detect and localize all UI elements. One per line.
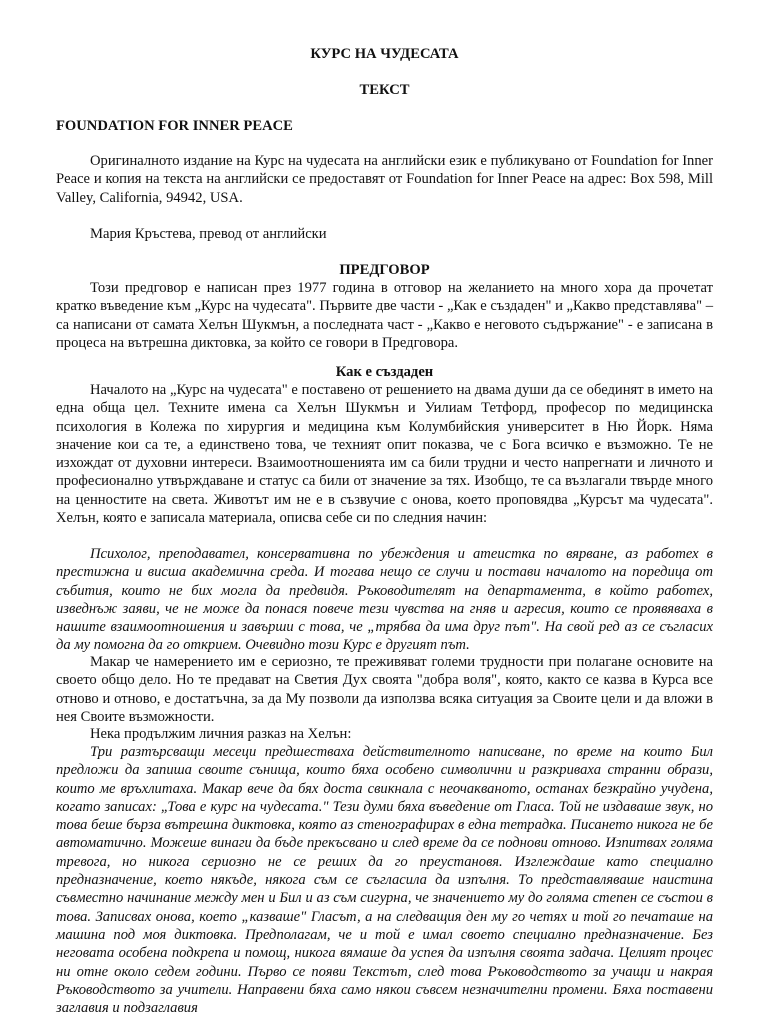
- document-title: КУРС НА ЧУДЕСАТА: [310, 46, 459, 62]
- preface-heading: ПРЕДГОВОР: [339, 262, 430, 278]
- quote-paragraph-2: Три разтърсващи месеци предшестваха действителното написване, по време на които Бил предложи да запиша своите сънища, които бяха особено символични и разкриваха странни образи, които ме връхлитаха. Макар вече да бях доста свикнала с неочакваното, останах безкрайно учудена, когато записах: „Това е курс на чудесата." Тези думи бяха въведение от Гласа. Той не издаваше звук, но това беше бърза вътрешна диктовка, която аз стенографирах в една тетрадка. Писането никога не бе автоматично. Можеше винаги да бъде прекъсвано и след време да се поднови отново. Изпитвах голяма тревога, но никога сериозно не се реших да го преустановя. Изглеждаше като специално предназначение, което някъде, някога съм се съгласила да изпълня. То представляваше наистина съвместно начинание между мен и Бил и аз съм сигурна, че значението му до голяма степен се състои в това. Записвах онова, което „казваше" Гласът, а на следващия ден му го четях и той го печаташе на машина под моя диктовка. Предполагам, че и той е имал своето специално предназначение. Без неговата особена подкрепа и помощ, никога вямаше да успея да изпълня своята задача. Целият процес ни отне около седем години. Първо се появи Текстът, след това Ръководството за учащи и накрая Ръководството за учители. Направени бяха само някои съвсем незначителни промени. Бяха поставени заглавия и подзаглавия: [56, 744, 713, 1017]
- document-subtitle: ТЕКСТ: [359, 82, 410, 98]
- preface-paragraph: Този предговор е написан през 1977 година в отговор на желанието на много хора да прочетат кратко въведение към „Курс на чудесата". Първите две части - „Как е създаден" и „Какво представлява" – са написани от самата Хелън Шукмън, а последната част - „Какво е неговото съдържание" - е записана в процеса на вътрешна диктовка, за който се говори в Предговора.: [56, 280, 713, 351]
- publisher-name: FOUNDATION FOR INNER PEACE: [56, 118, 293, 134]
- body-paragraph-3: Нека продължим личния разказ на Хелън:: [90, 726, 352, 742]
- translator-credit: Мария Кръстева, превод от английски: [90, 226, 327, 242]
- edition-note: Оригиналното издание на Курс на чудесата на английски език е публикувано от Foundation for Inner Peace и копия на текста на английски се предоставят от Foundation for Inner Peace на адрес: Box 598, Mill Valley, California, 94942, USA.: [56, 153, 713, 206]
- quote-paragraph-1: Психолог, преподавател, консервативна по убеждения и атеистка по вярване, аз работех в престижна и висша академична среда. И тогава нещо се случи и постави началото на поредица от събития, които не бих могла да предвидя. Ръководителят на департамента, в който работех, изведнъж заяви, че не може да понася повече тези чувства на гняв и агресия, които се проявяваха в нашите взаимоотношения и завърши с това, че „трябва да има друг път". На свой ред аз се съгласих да му помогна да го открием. Очевидно този Курс е другият път.: [56, 546, 713, 654]
- section-heading: Как е създаден: [335, 364, 434, 380]
- body-paragraph-1: Началото на „Курс на чудесата" е поставено от решението на двама души да се обединят в името на една обща цел. Техните имена са Хелън Шукмън и Уилиам Тетфорд, професор по медицинска психология в Колежа по хирургия и медицина към Колумбийския университет в Ню Йорк. Няма значение кои са те, а единствено това, че техният опит показва, че с Бога всичко е възможно. Те не изхождат от духовни интереси. Взаимоотношенията им са били трудни и често напрегнати и личното и професионално утвърждаване и статус са били от значение за тях. Изобщо, те са възлагали твърде много на ценностите на света. Животът им не е в съзвучие с онова, което проповядва „Курсът ма чудесата". Хелън, която е записала материала, описва себе си по следния начин:: [56, 382, 713, 527]
- body-paragraph-2: Макар че намерението им е сериозно, те преживяват големи трудности при полагане основите на своето общо дело. Но те предават на Светия Дух своята "добра воля", която, както се казва в Курса все отново и отново, е достатъчна, за да Му позволи да използва всяка ситуация за Своите цели и да вложи в нея Своите възможности.: [56, 654, 713, 725]
